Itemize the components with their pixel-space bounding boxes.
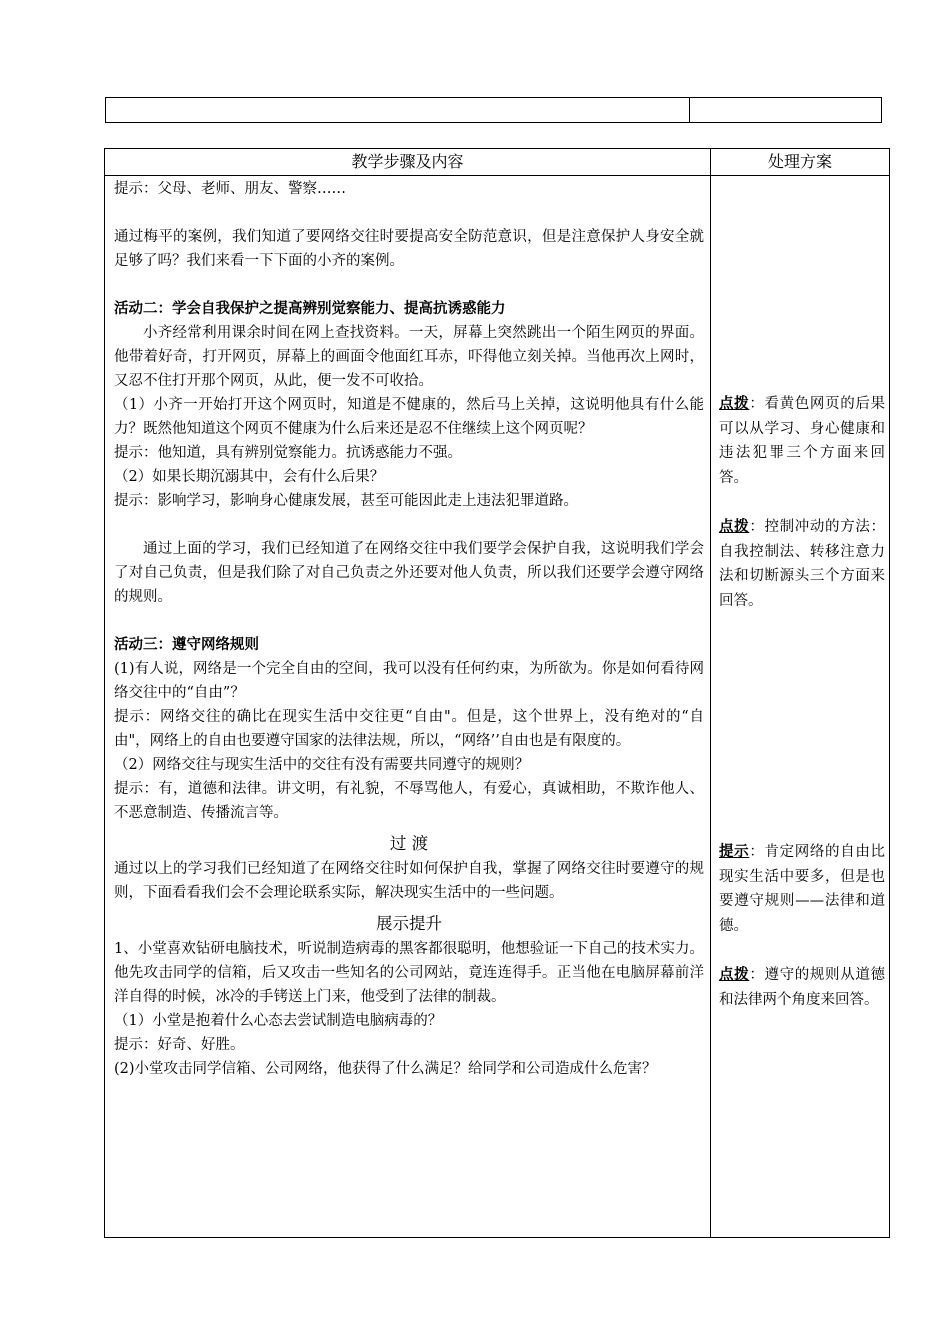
header-blank-table: [105, 97, 882, 123]
note-3: [719, 840, 885, 938]
case-1-question-1: （1）小堂是抱着什么心态去尝试制造电脑病毒的？: [114, 1013, 443, 1029]
note-4-text: ：遵守的规则从道德和法律两个角度来回答。: [719, 967, 886, 1008]
header-steps: 教学步骤及内容: [351, 152, 464, 171]
note-4-label: 点拨: [719, 966, 750, 983]
note-3-text: ：肯定网络的自由比现实生活中要多，但是也要遵守规则——法律和道德。: [719, 844, 886, 934]
note-4: [719, 963, 885, 1012]
summary-paragraph: 通过上面的学习，我们已经知道了在网络交往中我们要学会保护自我，这说明我们学会了对自己负责，但是我们除了对自己负责之外还要对他人负责，所以我们还要学会遵守网络的规则。: [114, 541, 704, 605]
note-2-label: 点拨: [719, 518, 750, 535]
table-header-row: [105, 149, 889, 176]
header-table-divider: [689, 98, 690, 122]
activity-2-title: 活动二：学会自我保护之提高辨别觉察能力、提高抗诱惑能力: [114, 300, 506, 317]
intro-paragraph: 通过梅平的案例，我们知道了要网络交往时要提高安全防范意识，但是注意保护人身安全就足够了吗？我们来看一下下面的小齐的案例。: [114, 229, 704, 269]
note-1: [719, 392, 885, 490]
activity-3-title: 活动三：遵守网络规则: [114, 636, 259, 653]
lesson-table: [104, 148, 890, 1238]
hint-parents: 提示：父母、老师、朋友、警察……: [114, 181, 346, 197]
case-1-story: 1、小堂喜欢钻研电脑技术，听说制造病毒的黑客都很聪明，他想验证一下自己的技术实力。他先攻击同学的信箱，后又攻击一些知名的公司网站，竟连连得手。正当他在电脑屏幕前洋洋自得的时候，冰冷的手铐送上门来，他受到了法律的制裁。: [114, 941, 704, 1005]
activity-3-answer-1: 提示：网络交往的确比在现实生活中交往更“自由"。但是，这个世界上，没有绝对的“自由"，网络上的自由也要遵守国家的法律法规，所以，“网络’’自由也是有限度的。: [114, 709, 704, 749]
activity-3-answer-2: 提示：有，道德和法律。讲文明，有礼貌，不辱骂他人，有爱心，真诚相助，不欺诈他人、不恶意制造、传播流言等。: [114, 781, 704, 821]
activity-2-story: 小齐经常利用课余时间在网上查找资料。一天，屏幕上突然跳出一个陌生网页的界面。他带着好奇，打开网页，屏幕上的画面令他面红耳赤，吓得他立刻关掉。当他再次上网时，又忍不住打开那个网页，从此，便一发不可收拾。: [114, 325, 704, 389]
transition-heading: 过 渡: [389, 834, 429, 853]
note-2-text: ：控制冲动的方法：自我控制法、转移注意力法和切断源头三个方面来回答。: [719, 519, 886, 609]
note-2: [719, 515, 885, 613]
activity-2-question-2: （2）如果长期沉溺其中，会有什么后果？: [114, 469, 385, 485]
column-divider: [710, 149, 711, 1237]
note-1-label: 点拨: [719, 395, 750, 412]
case-1-answer-1: 提示：好奇、好胜。: [114, 1037, 245, 1053]
activity-3-question-1: (1)有人说，网络是一个完全自由的空间，我可以没有任何约束，为所欲为。你是如何看待网络交往中的“自由”？: [114, 661, 704, 701]
steps-content: [114, 177, 704, 1081]
activity-2-answer-2: 提示：影响学习，影响身心健康发展，甚至可能因此走上违法犯罪道路。: [114, 493, 578, 509]
showcase-heading: 展示提升: [376, 914, 442, 933]
note-1-text: ：看黄色网页的后果可以从学习、身心健康和违法犯罪三个方面来回答。: [719, 396, 886, 486]
note-3-label: 提示: [719, 843, 750, 860]
activity-2-answer-1: 提示：他知道，具有辨别觉察能力。抗诱惑能力不强。: [114, 445, 462, 461]
header-plan: 处理方案: [767, 152, 832, 171]
activity-3-question-2: （2）网络交往与现实生活中的交往有没有需要共同遵守的规则？: [114, 757, 530, 773]
case-1-question-2: (2)小堂攻击同学信箱、公司网络，他获得了什么满足？给同学和公司造成什么危害？: [114, 1061, 657, 1077]
activity-2-question-1: （1）小齐一开始打开这个网页时，知道是不健康的，然后马上关掉，这说明他具有什么能力？既然他知道这个网页不健康为什么后来还是忍不住继续上这个网页呢？: [114, 397, 704, 437]
transition-paragraph: 通过以上的学习我们已经知道了在网络交往时如何保护自我，掌握了网络交往时要遵守的规则，下面看看我们会不会理论联系实际，解决现实生活中的一些问题。: [114, 861, 704, 901]
